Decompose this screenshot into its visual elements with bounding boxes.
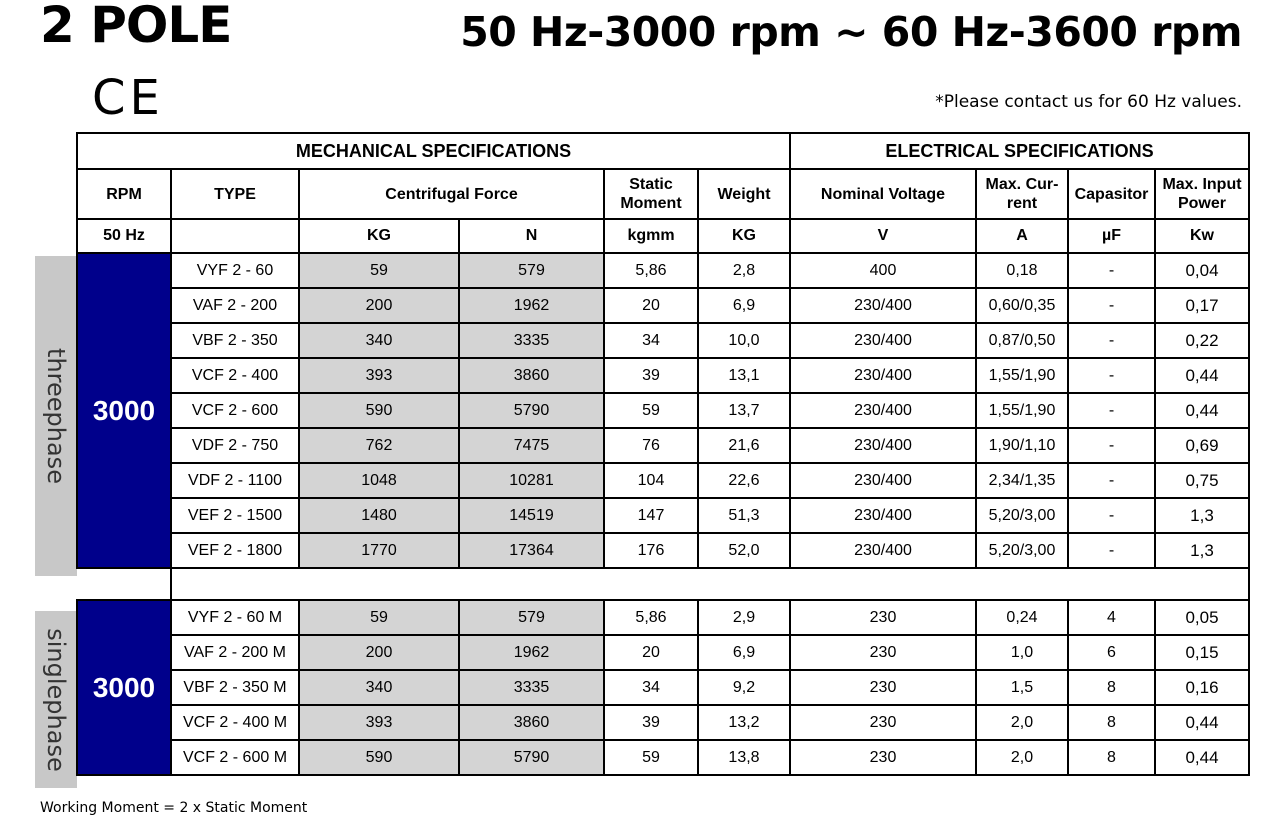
table-cell: 1962 [459, 288, 604, 323]
table-cell: 59 [299, 253, 459, 288]
threephase-row [77, 463, 1249, 498]
threephase-row [77, 498, 1249, 533]
table-cell: 5,20/3,00 [976, 533, 1068, 568]
table-cell: 3335 [459, 323, 604, 358]
max-input-power-header [1155, 169, 1249, 219]
centrifugal-force-header: Centrifugal Force [299, 169, 604, 219]
table-cell: VDF 2 - 750 [171, 428, 299, 463]
type-header: TYPE [171, 169, 299, 219]
max-input-power-header-line1: Max. Input [1162, 176, 1242, 193]
table-cell: 0,44 [1155, 705, 1249, 740]
table-cell: 5,86 [604, 253, 698, 288]
table-cell: 579 [459, 600, 604, 635]
table-cell: 1480 [299, 498, 459, 533]
table-cell: 1,5 [976, 670, 1068, 705]
table-cell: 1,3 [1155, 533, 1249, 568]
static-moment-header [604, 169, 698, 219]
table-cell: 6 [1068, 635, 1155, 670]
table-cell: 590 [299, 393, 459, 428]
table-cell: - [1068, 428, 1155, 463]
table-cell: 4 [1068, 600, 1155, 635]
unit-cell: N [459, 219, 604, 253]
table-cell: 22,6 [698, 463, 790, 498]
table-cell: 0,44 [1155, 393, 1249, 428]
unit-cell: Kw [1155, 219, 1249, 253]
table-cell: 230 [790, 740, 976, 775]
table-cell: 2,0 [976, 740, 1068, 775]
table-cell: 5,20/3,00 [976, 498, 1068, 533]
table-cell: 8 [1068, 705, 1155, 740]
table-cell: - [1068, 358, 1155, 393]
max-current-header-line1: Max. Cur- [985, 176, 1059, 193]
singlephase-side-label [35, 611, 77, 788]
static-moment-header-line1: Static [629, 176, 673, 193]
table-cell: 176 [604, 533, 698, 568]
table-cell: 1770 [299, 533, 459, 568]
table-cell: 3860 [459, 705, 604, 740]
units-row [77, 219, 1249, 253]
singlephase-rpm-cell: 3000 [77, 600, 171, 775]
singlephase-label: singlephase [42, 627, 70, 772]
table-cell: 393 [299, 358, 459, 393]
nominal-voltage-header: Nominal Voltage [790, 169, 976, 219]
table-cell: 579 [459, 253, 604, 288]
table-cell: 13,1 [698, 358, 790, 393]
table-cell: 590 [299, 740, 459, 775]
spacer-cell [171, 568, 1249, 600]
table-cell: 2,34/1,35 [976, 463, 1068, 498]
table-cell: 230/400 [790, 323, 976, 358]
threephase-row [77, 428, 1249, 463]
spacer-cell [77, 568, 171, 600]
singlephase-row [77, 705, 1249, 740]
table-cell: 51,3 [698, 498, 790, 533]
table-cell: 13,2 [698, 705, 790, 740]
threephase-row [77, 288, 1249, 323]
table-cell: 6,9 [698, 288, 790, 323]
table-cell: 0,60/0,35 [976, 288, 1068, 323]
table-cell: 59 [604, 740, 698, 775]
table-cell: 52,0 [698, 533, 790, 568]
table-cell: 59 [299, 600, 459, 635]
table-cell: 0,05 [1155, 600, 1249, 635]
table-cell: VCF 2 - 600 M [171, 740, 299, 775]
working-moment-note: Working Moment = 2 x Static Moment [40, 800, 308, 816]
weight-header: Weight [698, 169, 790, 219]
table-cell: 0,22 [1155, 323, 1249, 358]
rpm-header: RPM [77, 169, 171, 219]
table-cell: 230 [790, 705, 976, 740]
section-header-row [77, 133, 1249, 169]
table-cell: 230 [790, 600, 976, 635]
table-cell: 340 [299, 670, 459, 705]
electrical-specifications-header: ELECTRICAL SPECIFICATIONS [790, 133, 1249, 169]
table-cell: 340 [299, 323, 459, 358]
table-cell: 104 [604, 463, 698, 498]
table-cell: - [1068, 288, 1155, 323]
table-cell: 8 [1068, 670, 1155, 705]
specifications-table-body [77, 133, 1249, 775]
static-moment-header-line2: Moment [620, 195, 682, 212]
table-cell: VCF 2 - 600 [171, 393, 299, 428]
max-input-power-header-line2: Power [1177, 195, 1226, 212]
table-cell: 7475 [459, 428, 604, 463]
threephase-label: threephase [42, 348, 70, 484]
unit-cell: KG [698, 219, 790, 253]
table-cell: 1048 [299, 463, 459, 498]
table-cell: 6,9 [698, 635, 790, 670]
capasitor-header: Capasitor [1068, 169, 1155, 219]
table-cell: 34 [604, 670, 698, 705]
table-cell: 230/400 [790, 428, 976, 463]
table-cell: 76 [604, 428, 698, 463]
table-cell: 5,86 [604, 600, 698, 635]
table-cell: 14519 [459, 498, 604, 533]
table-cell: 230/400 [790, 533, 976, 568]
table-cell: 1,0 [976, 635, 1068, 670]
singlephase-row [77, 740, 1249, 775]
unit-cell [171, 219, 299, 253]
unit-cell: µF [1068, 219, 1155, 253]
threephase-rpm-cell: 3000 [77, 253, 171, 568]
table-cell: 10,0 [698, 323, 790, 358]
table-cell: - [1068, 498, 1155, 533]
table-cell: 230/400 [790, 393, 976, 428]
table-cell: 5790 [459, 740, 604, 775]
table-cell: - [1068, 533, 1155, 568]
max-current-header [976, 169, 1068, 219]
table-cell: 59 [604, 393, 698, 428]
table-cell: VAF 2 - 200 M [171, 635, 299, 670]
table-cell: - [1068, 323, 1155, 358]
table-cell: 5790 [459, 393, 604, 428]
page-title: 2 POLE [40, 0, 232, 54]
unit-cell: kgmm [604, 219, 698, 253]
table-cell: VBF 2 - 350 [171, 323, 299, 358]
table-cell: - [1068, 253, 1155, 288]
ce-mark-logo: CE [92, 70, 164, 126]
table-cell: 13,8 [698, 740, 790, 775]
table-cell: 147 [604, 498, 698, 533]
table-cell: 400 [790, 253, 976, 288]
table-cell: 17364 [459, 533, 604, 568]
table-cell: 0,17 [1155, 288, 1249, 323]
table-cell: 3335 [459, 670, 604, 705]
threephase-row [77, 253, 1249, 288]
table-cell: 20 [604, 635, 698, 670]
table-cell: 230/400 [790, 463, 976, 498]
table-cell: 34 [604, 323, 698, 358]
table-cell: VBF 2 - 350 M [171, 670, 299, 705]
threephase-side-label [35, 256, 77, 576]
table-cell: 230 [790, 670, 976, 705]
table-cell: VEF 2 - 1500 [171, 498, 299, 533]
table-cell: 13,7 [698, 393, 790, 428]
threephase-row [77, 533, 1249, 568]
table-cell: - [1068, 463, 1155, 498]
table-cell: 9,2 [698, 670, 790, 705]
threephase-row [77, 358, 1249, 393]
table-cell: 2,8 [698, 253, 790, 288]
table-cell: VEF 2 - 1800 [171, 533, 299, 568]
max-current-header-line2: rent [1006, 195, 1038, 212]
singlephase-row [77, 635, 1249, 670]
table-cell: 2,9 [698, 600, 790, 635]
table-cell: VAF 2 - 200 [171, 288, 299, 323]
table-cell: 3860 [459, 358, 604, 393]
table-cell: 393 [299, 705, 459, 740]
table-cell: 21,6 [698, 428, 790, 463]
table-cell: 0,44 [1155, 358, 1249, 393]
table-cell: 10281 [459, 463, 604, 498]
table-cell: 762 [299, 428, 459, 463]
table-cell: 1,55/1,90 [976, 358, 1068, 393]
table-cell: 0,75 [1155, 463, 1249, 498]
table-cell: 20 [604, 288, 698, 323]
threephase-row [77, 323, 1249, 358]
table-cell: 39 [604, 358, 698, 393]
table-cell: VYF 2 - 60 M [171, 600, 299, 635]
group-spacer-row [77, 568, 1249, 600]
table-cell: 2,0 [976, 705, 1068, 740]
contact-note: *Please contact us for 60 Hz values. [935, 92, 1242, 112]
table-cell: 230/400 [790, 288, 976, 323]
table-cell: 8 [1068, 740, 1155, 775]
table-cell: 0,24 [976, 600, 1068, 635]
singlephase-row [77, 600, 1249, 635]
table-cell: VCF 2 - 400 M [171, 705, 299, 740]
unit-cell: A [976, 219, 1068, 253]
table-cell: 0,18 [976, 253, 1068, 288]
singlephase-row [77, 670, 1249, 705]
table-cell: 230 [790, 635, 976, 670]
unit-cell: 50 Hz [77, 219, 171, 253]
table-cell: 39 [604, 705, 698, 740]
unit-cell: V [790, 219, 976, 253]
table-cell: VCF 2 - 400 [171, 358, 299, 393]
table-cell: 1962 [459, 635, 604, 670]
table-cell: 0,69 [1155, 428, 1249, 463]
frequency-rpm-subtitle: 50 Hz-3000 rpm ~ 60 Hz-3600 rpm [460, 8, 1242, 56]
table-cell: 1,55/1,90 [976, 393, 1068, 428]
specifications-table [76, 132, 1250, 776]
table-cell: 0,87/0,50 [976, 323, 1068, 358]
table-cell: VYF 2 - 60 [171, 253, 299, 288]
table-cell: 0,16 [1155, 670, 1249, 705]
table-cell: 0,04 [1155, 253, 1249, 288]
table-cell: 200 [299, 635, 459, 670]
table-cell: 0,44 [1155, 740, 1249, 775]
table-cell: - [1068, 393, 1155, 428]
table-cell: 230/400 [790, 358, 976, 393]
mechanical-specifications-header: MECHANICAL SPECIFICATIONS [77, 133, 790, 169]
table-cell: 230/400 [790, 498, 976, 533]
table-cell: 0,15 [1155, 635, 1249, 670]
table-cell: 1,90/1,10 [976, 428, 1068, 463]
table-cell: VDF 2 - 1100 [171, 463, 299, 498]
table-cell: 1,3 [1155, 498, 1249, 533]
table-cell: 200 [299, 288, 459, 323]
unit-cell: KG [299, 219, 459, 253]
threephase-row [77, 393, 1249, 428]
column-header-row [77, 169, 1249, 219]
